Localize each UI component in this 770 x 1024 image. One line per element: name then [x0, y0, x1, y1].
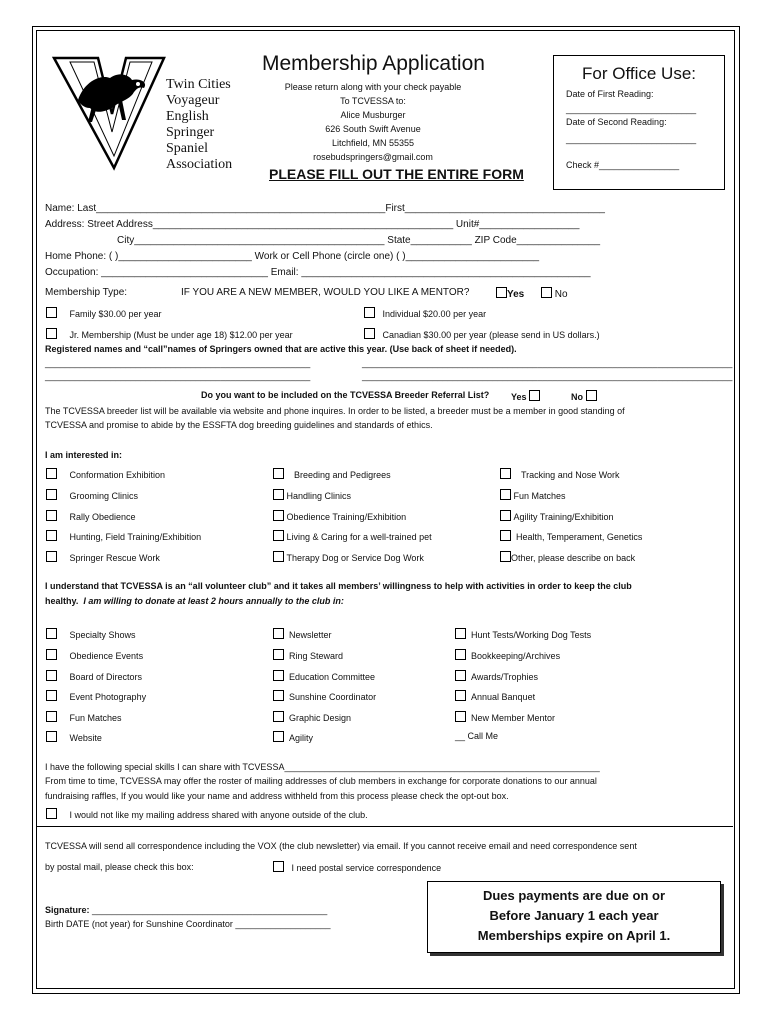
breeder-info: The TCVESSA breeder list will be available via website and phone inquires. In order to be listed, a breeder must be a member in good standing of — [45, 406, 625, 416]
dues-line: Dues payments are due on or — [482, 888, 666, 903]
dues-line: Memberships expire on April 1. — [477, 928, 671, 943]
volunteer-label: Awards/Trophies — [471, 672, 539, 682]
registered-line[interactable]: __________________________________________________________________________ — [362, 371, 733, 381]
correspondence-info: by postal mail, please check this box: — [45, 862, 194, 872]
volunteer-label: Fun Matches — [69, 713, 122, 723]
checkbox[interactable] — [273, 731, 284, 742]
breeder-yes[interactable] — [511, 390, 540, 402]
breeder-info: TCVESSA and promise to abide by the ESSFTA dog breeding guidelines and standards of ethics. — [45, 420, 433, 430]
interest-label: Hunting, Field Training/Exhibition — [69, 532, 202, 542]
checkbox[interactable] — [273, 649, 284, 660]
breeder-yes-label: Yes — [511, 392, 527, 402]
volunteer-label: Specialty Shows — [69, 630, 136, 640]
org-line: Association — [166, 157, 233, 172]
interest-item[interactable] — [46, 468, 165, 480]
checkbox[interactable] — [46, 468, 57, 479]
mentor-yes-label: Yes — [507, 289, 525, 300]
checkbox[interactable] — [364, 307, 375, 318]
checkbox[interactable] — [46, 808, 57, 819]
interest-label: Fun Matches — [513, 491, 566, 501]
checkbox[interactable] — [273, 711, 284, 722]
org-line: Springer — [166, 125, 215, 140]
checkbox[interactable] — [46, 328, 57, 339]
option-label: Canadian $30.00 per year (please send in US dollars.) — [382, 330, 600, 340]
checkbox[interactable] — [46, 510, 57, 521]
checkbox[interactable] — [273, 510, 284, 521]
breeder-question: Do you want to be included on the TCVESSA Breeder Referral List? — [201, 390, 490, 400]
interest-item[interactable] — [46, 510, 136, 522]
checkbox[interactable] — [500, 510, 511, 521]
volunteer-pledge-lead: healthy. — [45, 596, 79, 606]
volunteer-label: Education Committee — [289, 672, 376, 682]
volunteer-item[interactable] — [46, 649, 143, 661]
interest-label: Therapy Dog or Service Dog Work — [286, 553, 424, 563]
optout-option[interactable] — [46, 808, 368, 820]
interest-label: Agility Training/Exhibition — [513, 512, 614, 522]
volunteer-item[interactable] — [455, 649, 560, 661]
individual-option[interactable] — [364, 307, 486, 319]
phone-field[interactable]: Home Phone: ( )________________________ Work or Cell Phone (circle one) ( )________________________ — [45, 251, 540, 262]
interest-label: Handling Clinics — [286, 491, 352, 501]
checkbox[interactable] — [500, 489, 511, 500]
volunteer-item[interactable] — [273, 731, 313, 743]
mentor-no-label: No — [554, 289, 568, 300]
return-address — [258, 80, 488, 164]
signature-line[interactable]: _______________________________________________ — [89, 905, 328, 915]
volunteer-pledge-italic: I am willing to donate at least 2 hours annually to the club in: — [83, 596, 344, 606]
volunteer-item[interactable] — [455, 628, 591, 640]
checkbox[interactable] — [500, 551, 511, 562]
checkbox[interactable] — [46, 628, 57, 639]
checkbox[interactable] — [273, 468, 284, 479]
checkbox[interactable] — [500, 468, 511, 479]
second-reading-label: Date of Second Reading: — [566, 117, 667, 127]
registered-line[interactable]: _____________________________________________________ — [45, 371, 311, 381]
volunteer-label: Graphic Design — [289, 713, 352, 723]
roster-info: fundraising raffles, If you would like your name and address withheld from this process please check the opt-out box. — [45, 791, 509, 801]
return-line: Alice Musburger — [340, 110, 406, 120]
return-email: rosebudspringers@gmail.com — [313, 152, 433, 162]
volunteer-label: Bookkeeping/Archives — [471, 651, 561, 661]
volunteer-label: Board of Directors — [69, 672, 143, 682]
volunteer-item[interactable] — [273, 711, 351, 723]
volunteer-label: Obedience Events — [69, 651, 144, 661]
checkbox[interactable] — [455, 649, 466, 660]
volunteer-item[interactable] — [46, 670, 142, 682]
checkbox[interactable] — [455, 690, 466, 701]
checkbox[interactable] — [273, 670, 284, 681]
canadian-option[interactable] — [364, 328, 600, 340]
volunteer-label: Annual Banquet — [471, 692, 536, 702]
volunteer-pledge — [45, 596, 344, 606]
city-field[interactable]: City_____________________________________________ State___________ ZIP Code_______________ — [117, 235, 601, 246]
checkbox[interactable] — [46, 307, 57, 318]
checkbox[interactable] — [586, 390, 597, 401]
interest-label: Conformation Exhibition — [69, 470, 166, 480]
volunteer-item[interactable] — [273, 690, 376, 702]
volunteer-item[interactable] — [46, 628, 136, 640]
junior-option[interactable] — [46, 328, 293, 340]
volunteer-item[interactable] — [46, 731, 102, 743]
interest-item[interactable] — [273, 510, 406, 522]
breeder-no[interactable] — [571, 390, 597, 402]
volunteer-label: New Member Mentor — [471, 713, 556, 723]
interest-item[interactable] — [500, 510, 614, 522]
interest-item[interactable] — [500, 551, 635, 563]
volunteer-item[interactable] — [455, 711, 555, 723]
club-logo — [48, 52, 168, 172]
office-use-box — [553, 55, 725, 190]
checkbox[interactable] — [46, 489, 57, 500]
membership-type-label: Membership Type: — [45, 287, 128, 298]
return-line: Please return along with your check payable — [284, 82, 462, 92]
skills-field[interactable]: I have the following special skills I can share with TCVESSA_______________________________________________________________ — [45, 762, 600, 772]
mentor-no[interactable] — [541, 287, 568, 300]
interest-item[interactable] — [46, 551, 160, 563]
checkbox[interactable] — [46, 551, 57, 562]
first-reading-line[interactable]: __________________________ — [566, 104, 697, 114]
section-divider — [36, 826, 733, 827]
mentor-yes[interactable] — [496, 287, 524, 300]
volunteer-item[interactable] — [273, 670, 375, 682]
org-line: Twin Cities — [166, 77, 231, 92]
org-line: Voyageur — [166, 93, 220, 108]
registered-names-label: Registered names and “call”names of Springers owned that are active this year. (Use back of sheet if needed). — [45, 344, 517, 354]
optout-label: I would not like my mailing address shared with anyone outside of the club. — [69, 810, 368, 820]
option-label: Family $30.00 per year — [69, 309, 162, 319]
volunteer-label: Ring Steward — [289, 651, 344, 661]
interest-item[interactable] — [500, 530, 642, 542]
volunteer-label: Sunshine Coordinator — [289, 692, 377, 702]
fill-notice: PLEASE FILL OUT THE ENTIRE FORM — [269, 166, 524, 182]
checkbox[interactable] — [273, 690, 284, 701]
interest-label: Grooming Clinics — [69, 491, 139, 501]
correspondence-info: TCVESSA will send all correspondence including the VOX (the club newsletter) via email. If you cannot receive email and need correspondence sent — [45, 841, 637, 851]
check-number-field[interactable]: Check #________________ — [566, 160, 680, 170]
interest-label: Springer Rescue Work — [69, 553, 160, 563]
registered-line[interactable]: _____________________________________________________ — [45, 358, 311, 368]
checkbox[interactable] — [46, 670, 57, 681]
interest-label: Living & Caring for a well-trained pet — [286, 532, 432, 542]
checkbox[interactable] — [496, 287, 507, 298]
signature-label: Signature: — [45, 905, 90, 915]
volunteer-label: Event Photography — [69, 692, 147, 702]
interest-item[interactable] — [273, 551, 424, 563]
mentor-question: IF YOU ARE A NEW MEMBER, WOULD YOU LIKE A MENTOR? — [181, 287, 470, 298]
checkbox[interactable] — [46, 731, 57, 742]
return-line: To TCVESSA to: — [340, 96, 406, 106]
address-field[interactable]: Address: Street Address______________________________________________________ Unit#__________________ — [45, 219, 580, 230]
volunteer-item[interactable] — [273, 628, 332, 640]
checkbox[interactable] — [46, 711, 57, 722]
volunteer-label: Hunt Tests/Working Dog Tests — [471, 630, 592, 640]
interest-label: Rally Obedience — [69, 512, 136, 522]
checkbox[interactable] — [46, 649, 57, 660]
volunteer-item[interactable] — [455, 670, 538, 682]
dues-notice — [427, 881, 721, 953]
interest-item[interactable] — [46, 530, 201, 542]
interest-item[interactable] — [273, 489, 351, 501]
volunteer-item[interactable] — [455, 690, 535, 702]
interest-label: Obedience Training/Exhibition — [286, 512, 407, 522]
page-title: Membership Application — [262, 52, 485, 75]
springer-v-icon — [48, 52, 168, 172]
volunteer-intro: I understand that TCVESSA is an “all volunteer club” and it takes all members’ willingness to help with activities in order to keep the club — [45, 581, 632, 591]
roster-info: From time to time, TCVESSA may offer the roster of mailing addresses of club members in exchange for corporate donations to our annual — [45, 776, 597, 786]
checkbox[interactable] — [273, 861, 284, 872]
volunteer-label: Website — [69, 733, 102, 743]
checkbox[interactable] — [455, 711, 466, 722]
checkbox[interactable] — [46, 690, 57, 701]
org-name — [166, 77, 232, 173]
return-line: Litchfield, MN 55355 — [331, 138, 415, 148]
checkbox[interactable] — [500, 530, 511, 541]
volunteer-item[interactable] — [46, 711, 122, 723]
postal-label: I need postal service correspondence — [291, 863, 442, 873]
volunteer-item[interactable] — [273, 649, 343, 661]
volunteer-label: Newsletter — [289, 630, 332, 640]
interest-label: Tracking and Nose Work — [521, 470, 620, 480]
family-option[interactable] — [46, 307, 162, 319]
return-line: 626 South Swift Avenue — [325, 124, 421, 134]
org-line: Spaniel — [166, 141, 208, 156]
interest-label: Other, please describe on back — [511, 553, 636, 563]
checkbox[interactable] — [529, 390, 540, 401]
checkbox[interactable] — [46, 530, 57, 541]
interest-item[interactable] — [273, 530, 432, 542]
interest-item[interactable] — [500, 468, 620, 480]
dues-line: Before January 1 each year — [489, 908, 659, 923]
interest-item[interactable] — [273, 468, 391, 480]
breeder-no-label: No — [571, 392, 583, 402]
volunteer-item[interactable] — [46, 690, 146, 702]
call-me-item[interactable]: __ Call Me — [455, 731, 499, 741]
checkbox[interactable] — [273, 530, 284, 541]
option-label: Individual $20.00 per year — [382, 309, 487, 319]
checkbox[interactable] — [455, 670, 466, 681]
interests-heading: I am interested in: — [45, 450, 123, 460]
interest-label: Health, Temperament, Genetics — [516, 532, 643, 542]
interest-item[interactable] — [500, 489, 566, 501]
checkbox[interactable] — [455, 628, 466, 639]
checkbox[interactable] — [273, 628, 284, 639]
interest-item[interactable] — [46, 489, 138, 501]
signature-field[interactable] — [45, 905, 327, 915]
volunteer-label: Agility — [289, 733, 314, 743]
checkbox[interactable] — [541, 287, 552, 298]
birth-date-field[interactable]: Birth DATE (not year) for Sunshine Coordinator ___________________ — [45, 919, 331, 929]
registered-line[interactable]: __________________________________________________________________________ — [362, 358, 733, 368]
checkbox[interactable] — [364, 328, 375, 339]
org-line: English — [166, 109, 209, 124]
checkbox[interactable] — [273, 551, 284, 562]
office-title: For Office Use: — [582, 64, 696, 83]
name-field[interactable]: Name: Last____________________________________________________First____________________________________ — [45, 203, 605, 214]
option-label: Jr. Membership (Must be under age 18) $12.00 per year — [69, 330, 293, 340]
interest-label: Breeding and Pedigrees — [294, 470, 391, 480]
second-reading-line[interactable]: __________________________ — [566, 134, 697, 144]
checkbox[interactable] — [273, 489, 284, 500]
first-reading-label: Date of First Reading: — [566, 89, 654, 99]
postal-option[interactable] — [273, 861, 441, 873]
occupation-field[interactable]: Occupation: ______________________________ Email: ____________________________________________________ — [45, 267, 591, 278]
